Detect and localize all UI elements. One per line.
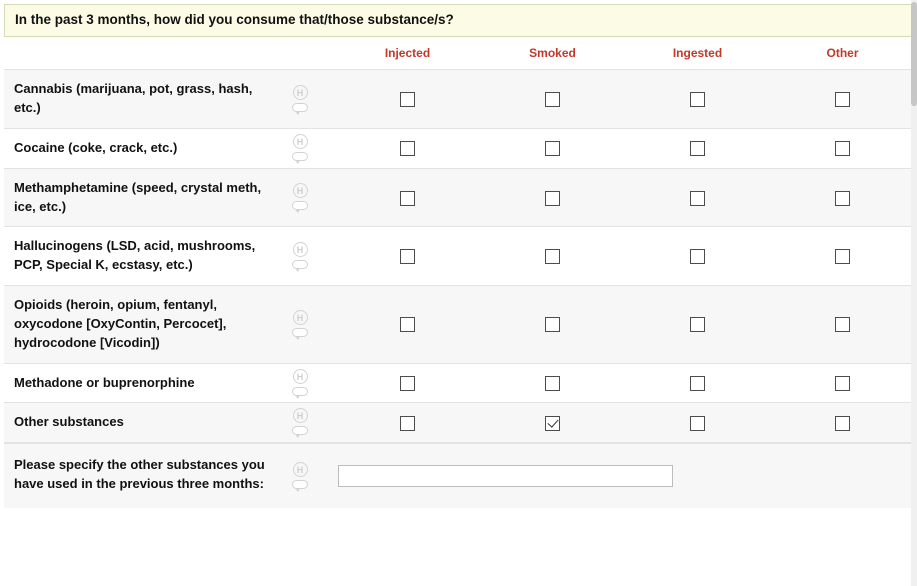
row-label-other-substances: Other substances [4, 403, 287, 443]
column-header-other: Other [770, 37, 915, 70]
matrix-header [4, 37, 915, 70]
checkbox-methamphetamine-smoked[interactable] [545, 191, 560, 206]
table-row [4, 286, 915, 364]
checkbox-hallucinogens-injected[interactable] [400, 249, 415, 264]
checkbox-cell-cocaine-ingested[interactable] [625, 128, 770, 168]
checkbox-cocaine-ingested[interactable] [690, 141, 705, 156]
checkbox-cell-cannabis-injected[interactable] [335, 70, 480, 129]
checkbox-cell-hallucinogens-ingested[interactable] [625, 227, 770, 286]
specify-other-substances-input[interactable] [338, 465, 673, 487]
checkbox-cannabis-smoked[interactable] [545, 92, 560, 107]
comment-icon[interactable] [292, 328, 308, 339]
checkbox-cell-methamphetamine-ingested[interactable] [625, 168, 770, 227]
row-label-methamphetamine: Methamphetamine (speed, crystal meth, ice, etc.) [4, 168, 287, 227]
checkbox-cell-cannabis-other[interactable] [770, 70, 915, 129]
checkbox-cell-methadone-other[interactable] [770, 363, 915, 403]
checkbox-methadone-other[interactable] [835, 376, 850, 391]
checkbox-cannabis-injected[interactable] [400, 92, 415, 107]
help-icon[interactable]: H [293, 85, 308, 100]
checkbox-cell-other-substances-smoked[interactable] [480, 403, 625, 443]
specify-label: Please specify the other substances you have used in the previous three months: [4, 444, 287, 508]
checkbox-cell-hallucinogens-other[interactable] [770, 227, 915, 286]
checkbox-hallucinogens-other[interactable] [835, 249, 850, 264]
checkbox-cell-opioids-injected[interactable] [335, 286, 480, 364]
checkbox-cell-methadone-smoked[interactable] [480, 363, 625, 403]
checkbox-methamphetamine-injected[interactable] [400, 191, 415, 206]
row-icons-other-substances [287, 403, 335, 443]
table-row [4, 403, 915, 443]
comment-icon[interactable] [292, 103, 308, 114]
matrix-body [4, 70, 915, 443]
checkbox-cell-opioids-smoked[interactable] [480, 286, 625, 364]
comment-icon[interactable] [292, 260, 308, 271]
checkbox-other-substances-smoked[interactable] [545, 416, 560, 431]
checkbox-cell-cannabis-smoked[interactable] [480, 70, 625, 129]
checkbox-cannabis-ingested[interactable] [690, 92, 705, 107]
row-icons-methadone [287, 363, 335, 403]
other-substances-specify-row [4, 443, 915, 508]
help-icon[interactable]: H [293, 134, 308, 149]
question-text: In the past 3 months, how did you consume that/those substance/s? [4, 4, 914, 37]
help-icon[interactable]: H [293, 183, 308, 198]
help-icon[interactable]: H [293, 369, 308, 384]
specify-icons [287, 444, 335, 508]
row-icons-cocaine [287, 128, 335, 168]
checkbox-opioids-injected[interactable] [400, 317, 415, 332]
checkbox-cell-methamphetamine-injected[interactable] [335, 168, 480, 227]
table-row [4, 128, 915, 168]
checkbox-methadone-ingested[interactable] [690, 376, 705, 391]
row-label-hallucinogens: Hallucinogens (LSD, acid, mushrooms, PCP, Special K, ecstasy, etc.) [4, 227, 287, 286]
checkbox-cell-methadone-ingested[interactable] [625, 363, 770, 403]
checkbox-other-substances-other[interactable] [835, 416, 850, 431]
header-blank-icons [287, 37, 335, 70]
checkbox-methadone-smoked[interactable] [545, 376, 560, 391]
row-icons-cannabis [287, 70, 335, 129]
checkbox-hallucinogens-smoked[interactable] [545, 249, 560, 264]
row-label-opioids: Opioids (heroin, opium, fentanyl, oxycodone [OxyContin, Percocet], hydrocodone [Vicodin]) [4, 286, 287, 364]
row-icons-hallucinogens [287, 227, 335, 286]
row-label-cannabis: Cannabis (marijuana, pot, grass, hash, etc.) [4, 70, 287, 129]
checkbox-cannabis-other[interactable] [835, 92, 850, 107]
checkbox-cell-opioids-other[interactable] [770, 286, 915, 364]
checkbox-cell-other-substances-ingested[interactable] [625, 403, 770, 443]
help-icon[interactable]: H [293, 408, 308, 423]
checkbox-methamphetamine-other[interactable] [835, 191, 850, 206]
column-header-injected: Injected [335, 37, 480, 70]
checkbox-cocaine-injected[interactable] [400, 141, 415, 156]
table-row [4, 363, 915, 403]
comment-icon[interactable] [292, 387, 308, 398]
checkbox-cell-cocaine-other[interactable] [770, 128, 915, 168]
checkbox-cell-other-substances-other[interactable] [770, 403, 915, 443]
checkbox-cocaine-smoked[interactable] [545, 141, 560, 156]
checkbox-cell-methamphetamine-other[interactable] [770, 168, 915, 227]
help-icon[interactable]: H [293, 310, 308, 325]
row-icons-methamphetamine [287, 168, 335, 227]
scrollbar-thumb[interactable] [911, 2, 917, 106]
header-blank-label [4, 37, 287, 70]
comment-icon[interactable] [292, 152, 308, 163]
checkbox-opioids-other[interactable] [835, 317, 850, 332]
checkbox-cell-cocaine-smoked[interactable] [480, 128, 625, 168]
column-header-smoked: Smoked [480, 37, 625, 70]
row-label-methadone: Methadone or buprenorphine [4, 363, 287, 403]
specify-input-cell [335, 444, 915, 508]
help-icon[interactable]: H [293, 242, 308, 257]
checkbox-hallucinogens-ingested[interactable] [690, 249, 705, 264]
table-row [4, 227, 915, 286]
checkbox-cell-other-substances-injected[interactable] [335, 403, 480, 443]
comment-icon[interactable] [292, 201, 308, 212]
row-label-cocaine: Cocaine (coke, crack, etc.) [4, 128, 287, 168]
checkbox-cocaine-other[interactable] [835, 141, 850, 156]
help-icon[interactable]: H [293, 462, 308, 477]
checkbox-cell-opioids-ingested[interactable] [625, 286, 770, 364]
checkbox-opioids-ingested[interactable] [690, 317, 705, 332]
checkbox-other-substances-ingested[interactable] [690, 416, 705, 431]
column-header-ingested: Ingested [625, 37, 770, 70]
checkbox-methamphetamine-ingested[interactable] [690, 191, 705, 206]
checkbox-cell-methamphetamine-smoked[interactable] [480, 168, 625, 227]
consumption-matrix [4, 37, 915, 443]
checkbox-cell-hallucinogens-smoked[interactable] [480, 227, 625, 286]
checkbox-cell-cocaine-injected[interactable] [335, 128, 480, 168]
vertical-scrollbar[interactable] [911, 0, 917, 586]
checkbox-other-substances-injected[interactable] [400, 416, 415, 431]
row-icons-opioids [287, 286, 335, 364]
checkbox-cell-cannabis-ingested[interactable] [625, 70, 770, 129]
checkbox-methadone-injected[interactable] [400, 376, 415, 391]
table-row [4, 168, 915, 227]
comment-icon[interactable] [292, 480, 308, 491]
checkbox-cell-methadone-injected[interactable] [335, 363, 480, 403]
table-row [4, 70, 915, 129]
comment-icon[interactable] [292, 426, 308, 437]
checkbox-cell-hallucinogens-injected[interactable] [335, 227, 480, 286]
checkbox-opioids-smoked[interactable] [545, 317, 560, 332]
